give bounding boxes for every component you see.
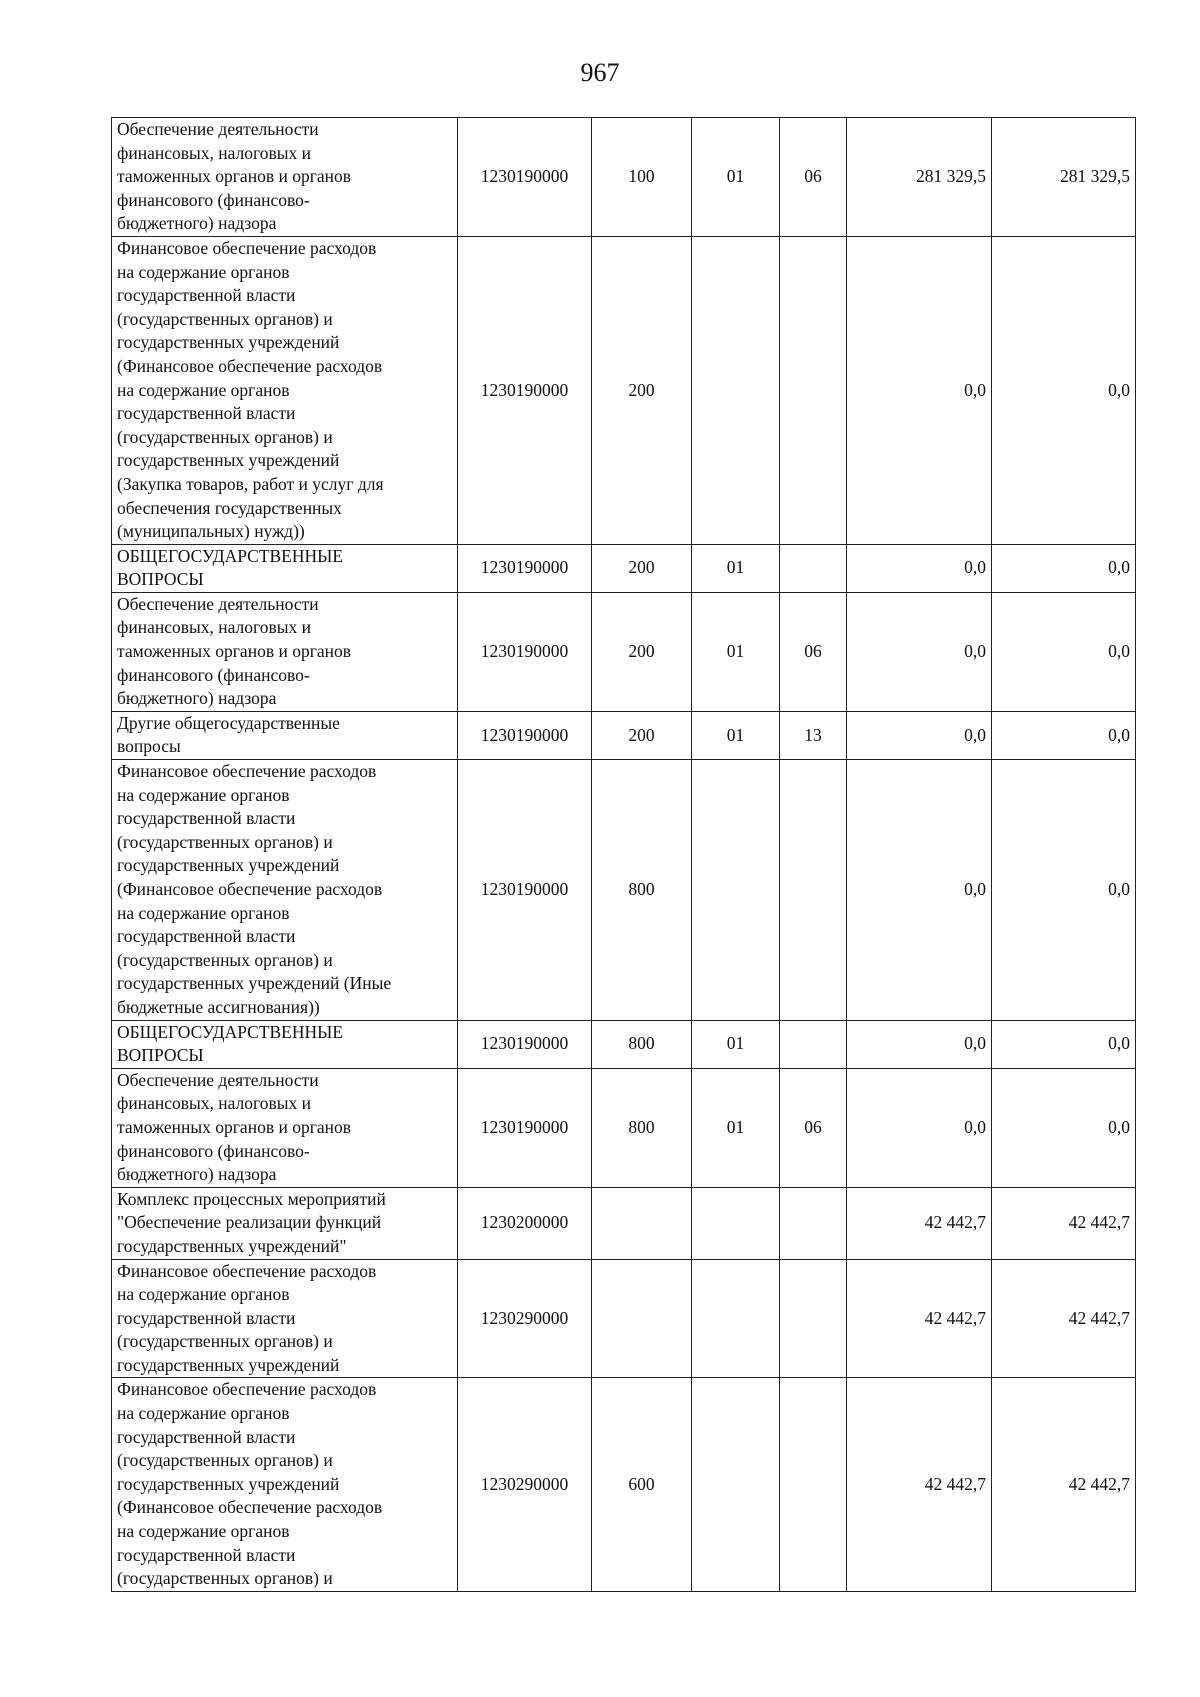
- row-target-code: 1230190000: [458, 592, 592, 711]
- row-expense-type: 800: [592, 1068, 692, 1187]
- row-amount-2: 0,0: [992, 760, 1136, 1021]
- row-amount-2: 0,0: [992, 236, 1136, 544]
- row-subsection: [780, 1259, 847, 1378]
- row-target-code: 1230200000: [458, 1187, 592, 1259]
- row-subsection: 06: [780, 1068, 847, 1187]
- row-target-code: 1230190000: [458, 236, 592, 544]
- row-section: 01: [692, 592, 780, 711]
- row-description: Финансовое обеспечение расходов на содержание органов государственной власти (государственных органов) и государственных учреждений (Финансовое обеспечение расходов на содержание органов государственной власти (государственных органов) и государственных учреждений (Иные бюджетные ассигнования)): [112, 760, 458, 1021]
- row-expense-type: 200: [592, 711, 692, 759]
- row-amount-2: 0,0: [992, 711, 1136, 759]
- row-amount-1: 42 442,7: [847, 1378, 992, 1591]
- row-amount-2: 0,0: [992, 1068, 1136, 1187]
- row-subsection: 13: [780, 711, 847, 759]
- row-amount-1: 42 442,7: [847, 1187, 992, 1259]
- row-amount-1: 42 442,7: [847, 1259, 992, 1378]
- row-amount-2: 281 329,5: [992, 118, 1136, 237]
- row-amount-1: 0,0: [847, 1020, 992, 1068]
- row-section: 01: [692, 711, 780, 759]
- row-expense-type: 200: [592, 236, 692, 544]
- row-amount-1: 0,0: [847, 711, 992, 759]
- row-target-code: 1230190000: [458, 118, 592, 237]
- row-description: Обеспечение деятельности финансовых, налоговых и таможенных органов и органов финансового (финансово- бюджетного) надзора: [112, 118, 458, 237]
- row-subsection: [780, 236, 847, 544]
- row-amount-2: 42 442,7: [992, 1187, 1136, 1259]
- row-section: [692, 760, 780, 1021]
- row-description: Комплекс процессных мероприятий "Обеспечение реализации функций государственных учреждений": [112, 1187, 458, 1259]
- page-number: 967: [580, 58, 620, 87]
- row-subsection: [780, 760, 847, 1021]
- row-section: 01: [692, 544, 780, 592]
- row-amount-2: 42 442,7: [992, 1378, 1136, 1591]
- row-description: Другие общегосударственные вопросы: [112, 711, 458, 759]
- row-description: Финансовое обеспечение расходов на содержание органов государственной власти (государственных органов) и государственных учреждений (Финансовое обеспечение расходов на содержание органов государственной власти (государственных органов) и государственных учреждений (Закупка товаров, работ и услуг для обеспечения государственных (муниципальных) нужд)): [112, 236, 458, 544]
- row-expense-type: [592, 1259, 692, 1378]
- row-expense-type: 100: [592, 118, 692, 237]
- table-row: [112, 1259, 1136, 1378]
- row-amount-1: 0,0: [847, 236, 992, 544]
- row-target-code: 1230190000: [458, 760, 592, 1021]
- row-target-code: 1230190000: [458, 711, 592, 759]
- row-section: [692, 1187, 780, 1259]
- row-target-code: 1230190000: [458, 1020, 592, 1068]
- table-row: [112, 544, 1136, 592]
- row-section: 01: [692, 118, 780, 237]
- table-body: [112, 118, 1136, 1592]
- row-subsection: [780, 1020, 847, 1068]
- row-expense-type: 200: [592, 544, 692, 592]
- table-row: [112, 118, 1136, 237]
- row-subsection: [780, 1378, 847, 1591]
- row-section: [692, 236, 780, 544]
- table-row: [112, 1068, 1136, 1187]
- budget-table: [111, 117, 1136, 1592]
- row-section: [692, 1378, 780, 1591]
- table-row: [112, 592, 1136, 711]
- table-row: [112, 1187, 1136, 1259]
- row-amount-1: 281 329,5: [847, 118, 992, 237]
- row-subsection: [780, 544, 847, 592]
- row-description: Обеспечение деятельности финансовых, налоговых и таможенных органов и органов финансового (финансово- бюджетного) надзора: [112, 1068, 458, 1187]
- row-description: Обеспечение деятельности финансовых, налоговых и таможенных органов и органов финансового (финансово- бюджетного) надзора: [112, 592, 458, 711]
- row-target-code: 1230190000: [458, 544, 592, 592]
- table-row: [112, 1020, 1136, 1068]
- row-subsection: 06: [780, 118, 847, 237]
- row-section: [692, 1259, 780, 1378]
- row-amount-1: 0,0: [847, 544, 992, 592]
- row-amount-1: 0,0: [847, 1068, 992, 1187]
- row-amount-2: 42 442,7: [992, 1259, 1136, 1378]
- table-row: [112, 1378, 1136, 1591]
- row-amount-2: 0,0: [992, 544, 1136, 592]
- row-subsection: [780, 1187, 847, 1259]
- row-amount-1: 0,0: [847, 592, 992, 711]
- row-description: Финансовое обеспечение расходов на содержание органов государственной власти (государственных органов) и государственных учреждений: [112, 1259, 458, 1378]
- table-row: [112, 236, 1136, 544]
- row-amount-2: 0,0: [992, 1020, 1136, 1068]
- row-expense-type: 200: [592, 592, 692, 711]
- row-description: Финансовое обеспечение расходов на содержание органов государственной власти (государственных органов) и государственных учреждений (Финансовое обеспечение расходов на содержание органов государственной власти (государственных органов) и: [112, 1378, 458, 1591]
- row-section: 01: [692, 1020, 780, 1068]
- table-row: [112, 760, 1136, 1021]
- row-target-code: 1230190000: [458, 1068, 592, 1187]
- row-description: ОБЩЕГОСУДАРСТВЕННЫЕ ВОПРОСЫ: [112, 1020, 458, 1068]
- table-row: [112, 711, 1136, 759]
- row-expense-type: [592, 1187, 692, 1259]
- row-expense-type: 600: [592, 1378, 692, 1591]
- row-target-code: 1230290000: [458, 1378, 592, 1591]
- row-subsection: 06: [780, 592, 847, 711]
- row-expense-type: 800: [592, 760, 692, 1021]
- row-amount-2: 0,0: [992, 592, 1136, 711]
- row-description: ОБЩЕГОСУДАРСТВЕННЫЕ ВОПРОСЫ: [112, 544, 458, 592]
- row-expense-type: 800: [592, 1020, 692, 1068]
- row-target-code: 1230290000: [458, 1259, 592, 1378]
- row-amount-1: 0,0: [847, 760, 992, 1021]
- row-section: 01: [692, 1068, 780, 1187]
